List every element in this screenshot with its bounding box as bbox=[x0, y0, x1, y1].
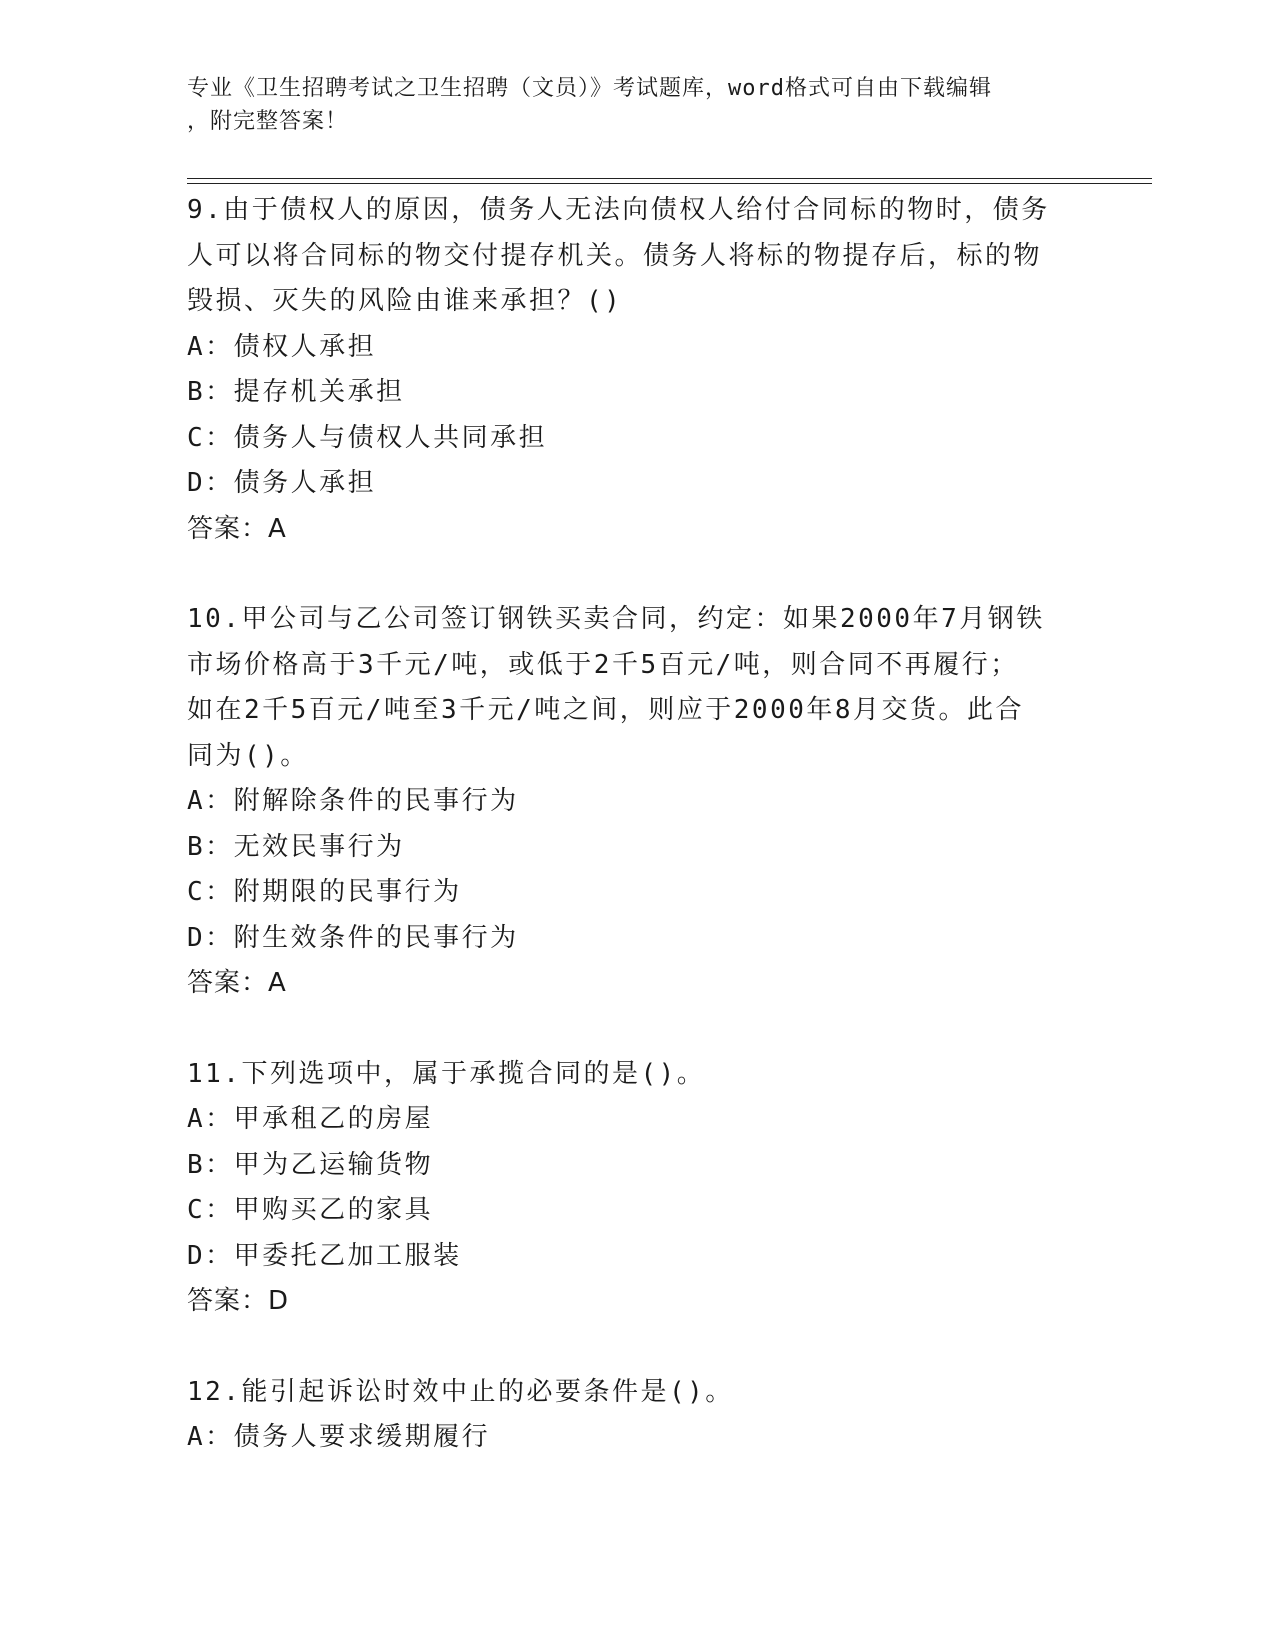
question-10-option-c: C：附期限的民事行为 bbox=[187, 877, 462, 907]
question-11-option-d: D：甲委托乙加工服装 bbox=[187, 1240, 462, 1271]
question-list bbox=[187, 188, 1087, 1461]
question-11 bbox=[187, 1052, 1087, 1325]
question-10-line-3: 如在2千5百元/吨至3千元/吨之间，则应于2000年8月交货。此合 bbox=[187, 695, 1025, 725]
question-10-line-2: 市场价格高于3千元/吨，或低于2千5百元/吨，则合同不再履行； bbox=[187, 649, 1019, 680]
question-9-line-3: 毁损、灭失的风险由谁来承担？() bbox=[187, 286, 623, 316]
question-11-answer: 答案：D bbox=[187, 1286, 290, 1316]
question-10-line-1: 10.甲公司与乙公司签订钢铁买卖合同，约定：如果2000年7月钢铁 bbox=[187, 604, 1045, 634]
question-9 bbox=[187, 188, 1087, 552]
question-11-option-a: A：甲承租乙的房屋 bbox=[187, 1104, 434, 1134]
question-10-option-a: A：附解除条件的民事行为 bbox=[187, 786, 519, 816]
question-10 bbox=[187, 597, 1087, 1007]
question-11-line-1: 11.下列选项中，属于承揽合同的是()。 bbox=[187, 1058, 706, 1089]
question-11-option-c: C：甲购买乙的家具 bbox=[187, 1195, 434, 1225]
question-10-option-b: B：无效民事行为 bbox=[187, 831, 405, 862]
question-9-option-d: D：债务人承担 bbox=[187, 468, 377, 498]
header-rule-top bbox=[187, 178, 1152, 179]
question-10-answer: 答案：A bbox=[187, 968, 287, 998]
question-10-option-d: D：附生效条件的民事行为 bbox=[187, 922, 519, 953]
question-10-line-4: 同为()。 bbox=[187, 740, 309, 771]
question-12 bbox=[187, 1370, 1087, 1461]
question-9-option-c: C：债务人与债权人共同承担 bbox=[187, 422, 548, 453]
header-line-1: 专业《卫生招聘考试之卫生招聘（文员）》考试题库，word格式可自由下载编辑 bbox=[187, 76, 992, 101]
question-9-option-b: B：提存机关承担 bbox=[187, 377, 405, 407]
question-11-option-b: B：甲为乙运输货物 bbox=[187, 1149, 434, 1180]
header-line-2: ，附完整答案！ bbox=[187, 109, 349, 134]
question-9-line-1: 9.由于债权人的原因，债务人无法向债权人给付合同标的物时，债务 bbox=[187, 195, 1050, 225]
question-12-option-a: A：债务人要求缓期履行 bbox=[187, 1422, 491, 1452]
question-12-line-1: 12.能引起诉讼时效中止的必要条件是()。 bbox=[187, 1376, 734, 1407]
document-header bbox=[187, 72, 1067, 138]
question-9-answer: 答案：A bbox=[187, 513, 287, 544]
header-rule-bottom bbox=[187, 183, 1152, 184]
question-9-option-a: A：债权人承担 bbox=[187, 331, 377, 362]
question-9-line-2: 人可以将合同标的物交付提存机关。债务人将标的物提存后，标的物 bbox=[187, 240, 1043, 271]
